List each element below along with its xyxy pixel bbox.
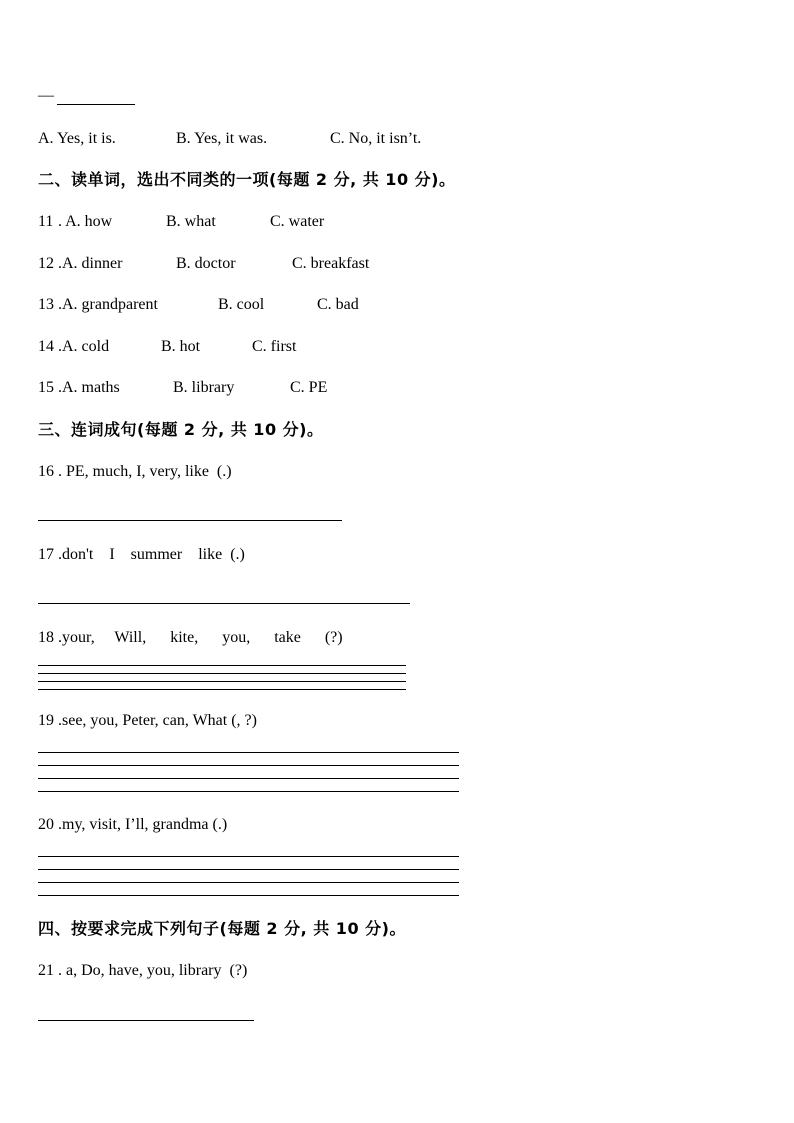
- q18-answer-line-3[interactable]: [38, 681, 406, 682]
- answer-dash: —: [38, 87, 54, 104]
- q20-answer-line-3[interactable]: [38, 882, 459, 883]
- q12-option-c: C. breakfast: [292, 255, 370, 272]
- q20-answer-line-2[interactable]: [38, 869, 459, 870]
- q17-prompt: .don't I summer like (.): [58, 546, 245, 563]
- q21-prompt: . a, Do, have, you, library (?): [58, 962, 248, 979]
- q13-number: 13: [38, 296, 54, 313]
- q10-option-b: B. Yes, it was.: [176, 130, 268, 147]
- q12-option-a: .A. dinner: [58, 255, 123, 272]
- q12-number: 12: [38, 255, 54, 272]
- q16-prompt: . PE, much, I, very, like (.): [58, 463, 232, 480]
- q17-number: 17: [38, 546, 54, 563]
- q20-answer-line-4[interactable]: [38, 895, 459, 896]
- q17-answer-line[interactable]: [38, 603, 410, 604]
- q15-number: 15: [38, 379, 54, 396]
- section-4-heading: 四、按要求完成下列句子(每题 2 分, 共 10 分)。: [38, 919, 406, 938]
- q14-number: 14: [38, 338, 54, 355]
- q18-answer-line-1[interactable]: [38, 665, 406, 666]
- q19-number: 19: [38, 712, 54, 729]
- q20-prompt: .my, visit, I’ll, grandma (.): [58, 816, 228, 833]
- q10-option-c: C. No, it isn’t.: [330, 130, 422, 147]
- q11-number: 11: [38, 213, 54, 230]
- q18-answer-line-4[interactable]: [38, 689, 406, 690]
- q11-option-a: . A. how: [58, 213, 113, 230]
- q21-number: 21: [38, 962, 54, 979]
- q13-option-b: B. cool: [218, 296, 265, 313]
- q12-option-b: B. doctor: [176, 255, 236, 272]
- q15-option-a: .A. maths: [58, 379, 120, 396]
- q18-number: 18: [38, 629, 54, 646]
- answer-blank-line: [57, 104, 135, 105]
- q16-answer-line[interactable]: [38, 520, 342, 521]
- q21-answer-line[interactable]: [38, 1020, 254, 1021]
- q16-number: 16: [38, 463, 54, 480]
- q20-answer-line-1[interactable]: [38, 856, 459, 857]
- section-3-heading: 三、连词成句(每题 2 分, 共 10 分)。: [38, 420, 324, 439]
- q19-answer-line-2[interactable]: [38, 765, 459, 766]
- q19-prompt: .see, you, Peter, can, What (, ?): [58, 712, 257, 729]
- q15-option-c: C. PE: [290, 379, 328, 396]
- q15-option-b: B. library: [173, 379, 235, 396]
- q13-option-c: C. bad: [317, 296, 359, 313]
- q14-option-b: B. hot: [161, 338, 201, 355]
- q11-option-c: C. water: [270, 213, 325, 230]
- q10-option-a: A. Yes, it is.: [38, 130, 116, 147]
- q18-prompt: .your, Will, kite, you, take (?): [58, 629, 343, 646]
- q20-number: 20: [38, 816, 54, 833]
- q19-answer-line-4[interactable]: [38, 791, 459, 792]
- q11-option-b: B. what: [166, 213, 216, 230]
- section-2-heading: 二、读单词，选出不同类的一项(每题 2 分, 共 10 分)。: [38, 170, 456, 189]
- q13-option-a: .A. grandparent: [58, 296, 158, 313]
- q19-answer-line-3[interactable]: [38, 778, 459, 779]
- q18-answer-line-2[interactable]: [38, 673, 406, 674]
- q14-option-c: C. first: [252, 338, 297, 355]
- q19-answer-line-1[interactable]: [38, 752, 459, 753]
- q14-option-a: .A. cold: [58, 338, 110, 355]
